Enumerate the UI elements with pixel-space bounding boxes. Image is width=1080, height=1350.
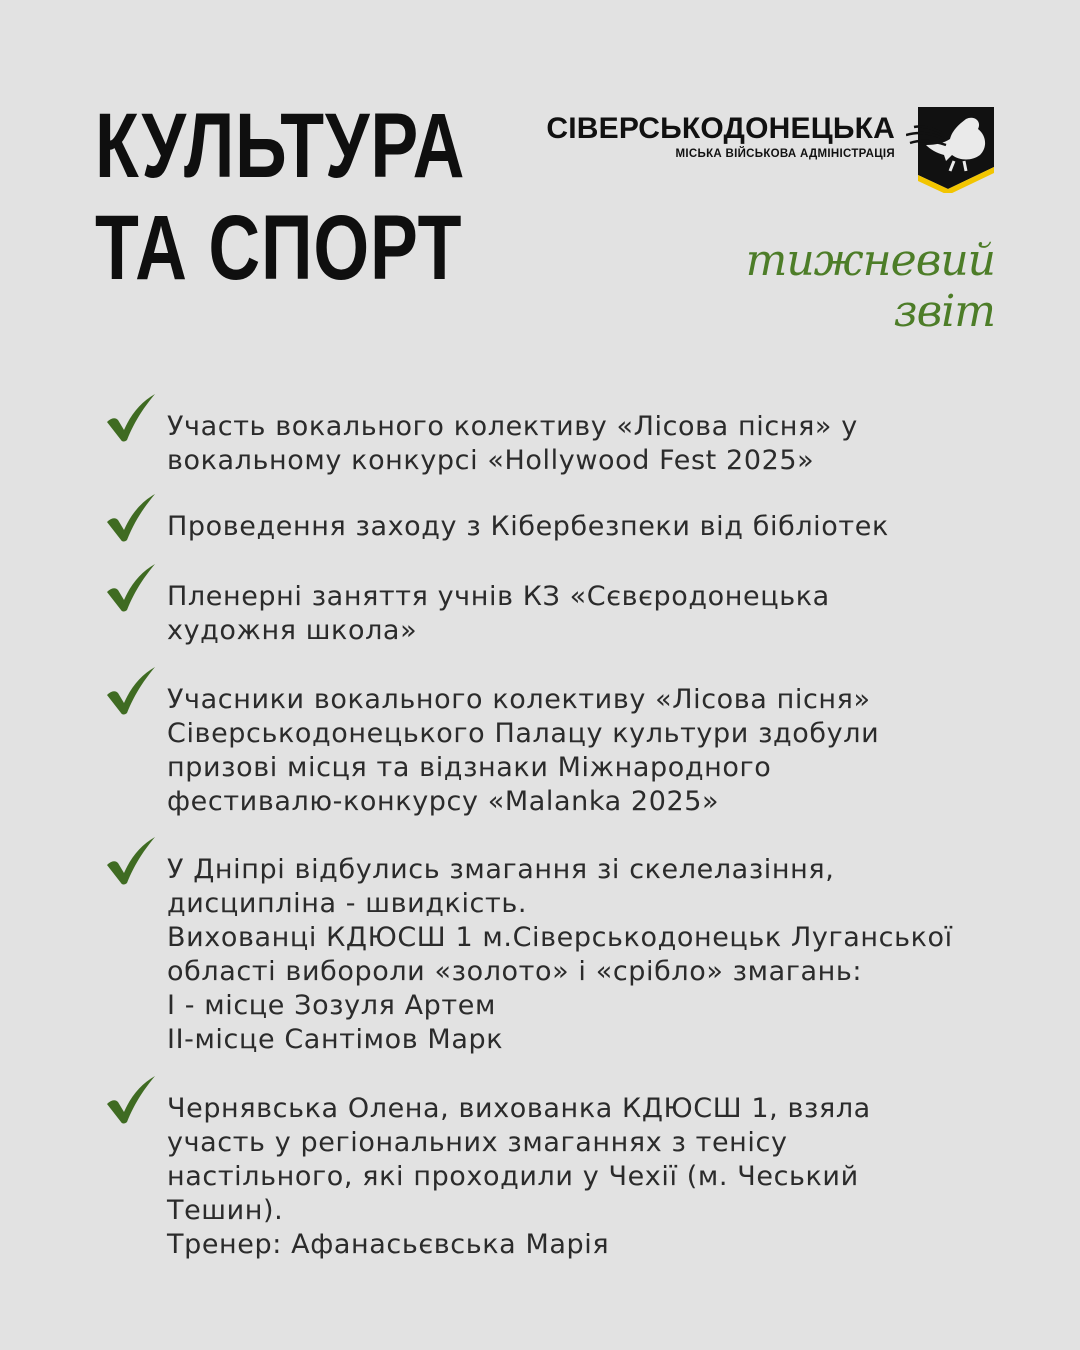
report-item-text: Чернявська Олена, вихованка КДЮСШ 1, взяла участь у регіональних змаганнях з тенісу настільного, які проходили у Чехії (м. Чеський Тешин). Тренер: Афанасьєвська Марія [167, 1093, 871, 1260]
title-line-1: КУЛЬТУРА [95, 95, 466, 197]
logo-city-name: СІВЕРСЬКОДОНЕЦЬКА [546, 112, 895, 145]
weekly-report-label: тижневий звіт [745, 235, 995, 337]
report-item-text: Пленерні заняття учнів КЗ «Сєвєродонецька художня школа» [167, 581, 830, 646]
logo-subtitle: МІСЬКА ВІЙСЬКОВА АДМІНІСТРАЦІЯ [675, 148, 895, 160]
report-item-text: Проведення заходу з Кібербезпеки від бібліотек [167, 511, 889, 542]
administration-logo [540, 100, 1000, 195]
pheasant-emblem-icon [906, 105, 998, 193]
checkmark-icon [105, 1074, 157, 1126]
checkmark-icon [105, 562, 157, 614]
checkmark-icon [105, 392, 157, 444]
page-title [95, 95, 465, 299]
report-item-text: Участь вокального колективу «Лісова пісня» у вокальному конкурсі «Hollywood Fest 2025» [167, 411, 858, 476]
title-line-2: ТА СПОРТ [95, 197, 463, 299]
report-item-text: У Дніпрі відбулись змагання зі скелелазіння, дисципліна - швидкість. Вихованці КДЮСШ 1 м.Сіверськодонецьк Луганської області вибороли «золото» і «срібло» змагань: I - місце Зозуля Артем II-місце Сантімов Марк [167, 854, 953, 1055]
checkmark-icon [105, 665, 157, 717]
checkmark-icon [105, 492, 157, 544]
checkmark-icon [105, 835, 157, 887]
report-item-text: Учасники вокального колективу «Лісова пісня» Сіверськодонецького Палацу культури здобули призові місця та відзнаки Міжнародного фестивалю-конкурсу «Malanka 2025» [167, 684, 880, 817]
